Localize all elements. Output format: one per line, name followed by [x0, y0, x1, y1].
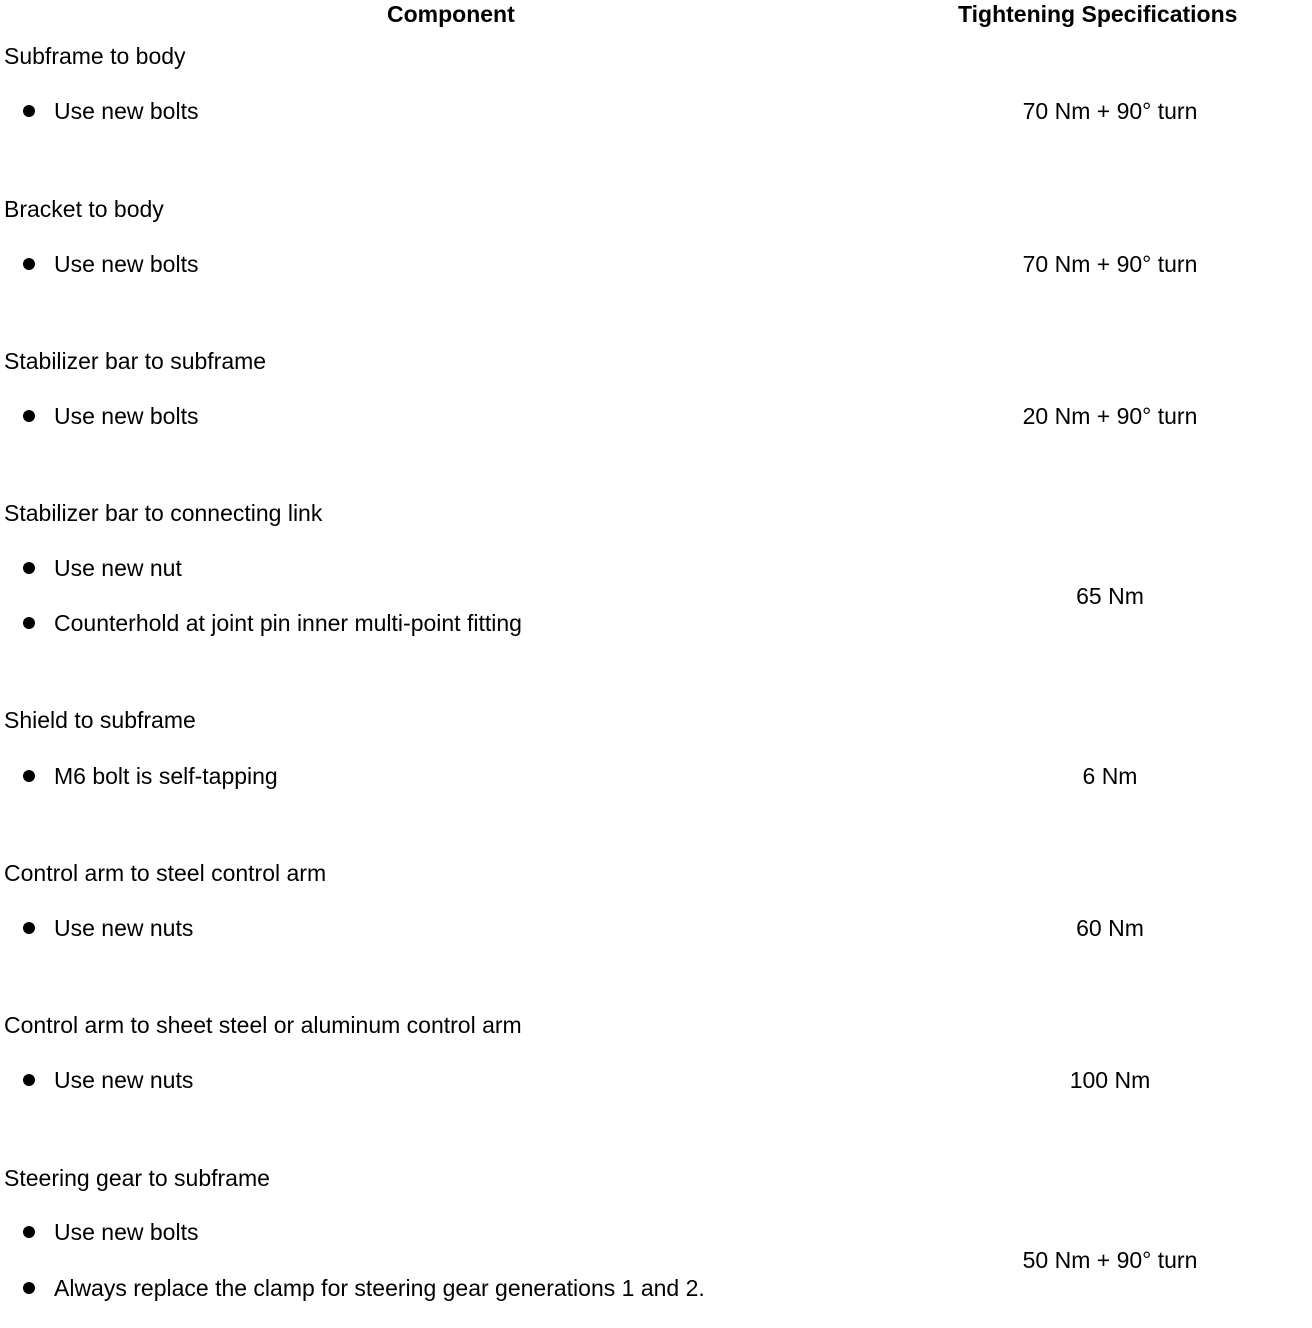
bullet-icon [23, 258, 35, 270]
note-text: Use new bolts [54, 251, 199, 277]
component-name: Control arm to steel control arm [4, 860, 327, 886]
component-name: Subframe to body [4, 43, 186, 69]
bullet-icon [23, 410, 35, 422]
note-text: Use new bolts [54, 98, 199, 124]
bullet-icon [23, 562, 35, 574]
tightening-spec: 100 Nm [1069, 1067, 1151, 1093]
bullet-icon [23, 1282, 35, 1294]
note-text: Use new bolts [54, 403, 199, 429]
column-header-tightening-specifications: Tightening Specifications [958, 1, 1238, 27]
component-name: Stabilizer bar to connecting link [4, 500, 323, 526]
tightening-spec: 70 Nm + 90° turn [1022, 98, 1198, 124]
note-text: Use new nuts [54, 1067, 194, 1093]
bullet-icon [23, 617, 35, 629]
tightening-spec: 60 Nm [1076, 915, 1144, 941]
tightening-spec: 70 Nm + 90° turn [1022, 251, 1198, 277]
tightening-spec: 20 Nm + 90° turn [1022, 403, 1198, 429]
bullet-icon [23, 105, 35, 117]
note-text: Use new bolts [54, 1219, 199, 1245]
component-name: Shield to subframe [4, 707, 196, 733]
bullet-icon [23, 922, 35, 934]
bullet-icon [23, 770, 35, 782]
tightening-spec: 50 Nm + 90° turn [1022, 1247, 1198, 1273]
bullet-icon [23, 1074, 35, 1086]
tightening-spec: 6 Nm [1082, 763, 1138, 789]
note-text: Use new nut [54, 555, 182, 581]
component-name: Steering gear to subframe [4, 1165, 270, 1191]
note-text: M6 bolt is self-tapping [54, 763, 278, 789]
bullet-icon [23, 1226, 35, 1238]
column-header-component: Component [387, 1, 515, 27]
component-name: Control arm to sheet steel or aluminum control arm [4, 1012, 522, 1038]
note-text: Counterhold at joint pin inner multi-point fitting [54, 610, 522, 636]
note-text: Always replace the clamp for steering gear generations 1 and 2. [54, 1275, 705, 1301]
tightening-spec: 65 Nm [1076, 583, 1144, 609]
component-name: Stabilizer bar to subframe [4, 348, 267, 374]
note-text: Use new nuts [54, 915, 194, 941]
component-name: Bracket to body [4, 196, 164, 222]
